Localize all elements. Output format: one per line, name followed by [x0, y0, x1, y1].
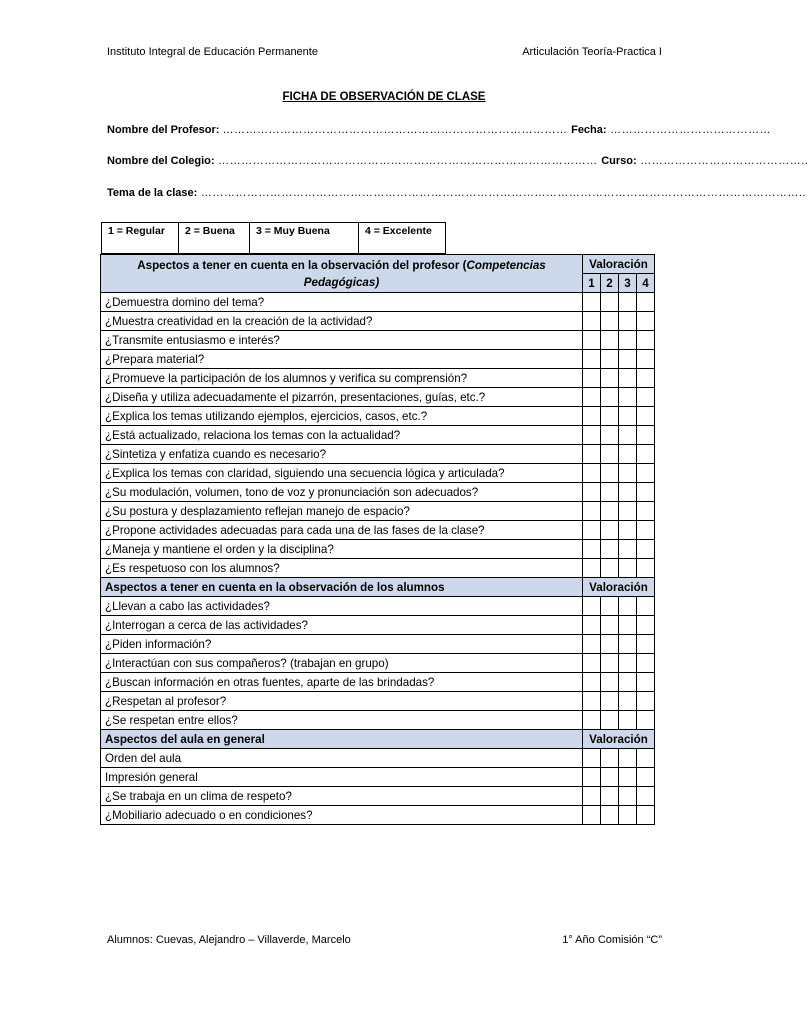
table-row	[101, 388, 655, 407]
rating-cell-3[interactable]	[619, 407, 637, 426]
table-row	[101, 787, 655, 806]
alumnos-question: ¿Interactúan con sus compañeros? (trabajan en grupo)	[101, 654, 583, 673]
profesor-question: ¿Está actualizado, relaciona los temas con la actualidad?	[101, 426, 583, 445]
table-row	[101, 331, 655, 350]
alumnos-question: ¿Respetan al profesor?	[101, 692, 583, 711]
rating-cell-2[interactable]	[601, 597, 619, 616]
rating-cell-3[interactable]	[619, 692, 637, 711]
colegio-label: Nombre del Colegio:	[107, 155, 215, 167]
rating-cell-1[interactable]	[583, 616, 601, 635]
legend-excelente: 4 = Excelente	[359, 223, 446, 254]
rating-cell-1[interactable]	[583, 768, 601, 787]
rating-cell-2[interactable]	[601, 483, 619, 502]
rating-cell-1[interactable]	[583, 711, 601, 730]
table-row	[101, 540, 655, 559]
rating-cell-1[interactable]	[583, 369, 601, 388]
fecha-label: Fecha:	[571, 124, 607, 136]
table-row	[101, 369, 655, 388]
rating-cell-4[interactable]	[637, 654, 655, 673]
rating-cell-3[interactable]	[619, 312, 637, 331]
rating-cell-4[interactable]	[637, 806, 655, 825]
rating-cell-4[interactable]	[637, 559, 655, 578]
profesor-question: ¿Promueve la participación de los alumnos y verifica su comprensión?	[101, 369, 583, 388]
page-title: FICHA DE OBSERVACIÓN DE CLASE	[282, 91, 486, 103]
institution-name: Instituto Integral de Educación Permanente	[107, 46, 318, 58]
alumnos-question: ¿Piden información?	[101, 635, 583, 654]
rating-cell-1[interactable]	[583, 787, 601, 806]
rating-cell-3[interactable]	[619, 711, 637, 730]
alumnos-question: ¿Se respetan entre ellos?	[101, 711, 583, 730]
rating-cell-1[interactable]	[583, 749, 601, 768]
rating-cell-1[interactable]	[583, 483, 601, 502]
rating-cell-2[interactable]	[601, 540, 619, 559]
profesor-question: ¿Diseña y utiliza adecuadamente el pizarrón, presentaciones, guías, etc.?	[101, 388, 583, 407]
rating-cell-4[interactable]	[637, 312, 655, 331]
legend-regular: 1 = Regular	[102, 223, 179, 254]
rating-cell-2[interactable]	[601, 711, 619, 730]
rating-cell-2[interactable]	[601, 388, 619, 407]
rating-cell-2[interactable]	[601, 787, 619, 806]
section-profesor-title-italic: Competencias Pedagógicas)	[303, 258, 546, 289]
rating-cell-2[interactable]	[601, 521, 619, 540]
table-row	[101, 426, 655, 445]
rating-cell-4[interactable]	[637, 749, 655, 768]
rating-cell-1[interactable]	[583, 654, 601, 673]
rating-cell-1[interactable]	[583, 331, 601, 350]
scale-label: 4	[637, 274, 655, 293]
rating-legend	[101, 222, 446, 254]
rating-cell-2[interactable]	[601, 749, 619, 768]
rating-cell-1[interactable]	[583, 388, 601, 407]
table-row	[101, 749, 655, 768]
rating-cell-2[interactable]	[601, 635, 619, 654]
alumnos-question: ¿Llevan a cabo las actividades?	[101, 597, 583, 616]
rating-cell-1[interactable]	[583, 806, 601, 825]
rating-cell-1[interactable]	[583, 407, 601, 426]
course-name: Articulación Teoría-Practica I	[522, 46, 662, 58]
rating-cell-2[interactable]	[601, 768, 619, 787]
scale-label: 1	[583, 274, 601, 293]
scale-label: 3	[619, 274, 637, 293]
rating-cell-3[interactable]	[619, 426, 637, 445]
rating-cell-1[interactable]	[583, 350, 601, 369]
rating-cell-3[interactable]	[619, 616, 637, 635]
rating-cell-2[interactable]	[601, 559, 619, 578]
profesor-line	[107, 124, 772, 136]
table-row	[101, 673, 655, 692]
table-row	[101, 445, 655, 464]
curso-label: Curso:	[601, 155, 637, 167]
section-profesor-title-main: Aspectos a tener en cuenta en la observación del profesor (	[137, 258, 467, 272]
rating-cell-4[interactable]	[637, 388, 655, 407]
table-row	[101, 407, 655, 426]
students-names: Alumnos: Cuevas, Alejandro – Villaverde, Marcelo	[107, 934, 351, 946]
profesor-question: ¿Muestra creatividad en la creación de la actividad?	[101, 312, 583, 331]
rating-cell-3[interactable]	[619, 597, 637, 616]
rating-cell-1[interactable]	[583, 559, 601, 578]
rating-cell-4[interactable]	[637, 521, 655, 540]
rating-cell-2[interactable]	[601, 407, 619, 426]
section-alumnos	[101, 578, 655, 597]
rating-cell-4[interactable]	[637, 464, 655, 483]
rating-cell-1[interactable]	[583, 426, 601, 445]
rating-cell-2[interactable]	[601, 654, 619, 673]
profesor-question: ¿Propone actividades adecuadas para cada una de las fases de la clase?	[101, 521, 583, 540]
rating-cell-2[interactable]	[601, 312, 619, 331]
rating-cell-4[interactable]	[637, 692, 655, 711]
rating-cell-2[interactable]	[601, 692, 619, 711]
rating-cell-1[interactable]	[583, 445, 601, 464]
alumnos-question: ¿Interrogan a cerca de las actividades?	[101, 616, 583, 635]
rating-cell-4[interactable]	[637, 350, 655, 369]
valoracion-header: Valoración	[583, 255, 655, 274]
observation-table	[100, 254, 655, 825]
rating-cell-1[interactable]	[583, 521, 601, 540]
rating-cell-1[interactable]	[583, 293, 601, 312]
rating-cell-3[interactable]	[619, 521, 637, 540]
table-row	[101, 483, 655, 502]
table-row	[101, 350, 655, 369]
table-row	[101, 635, 655, 654]
valoracion-header: Valoración	[583, 730, 655, 749]
rating-cell-1[interactable]	[583, 673, 601, 692]
table-row	[101, 559, 655, 578]
commission: 1° Año Comisión “C”	[562, 934, 662, 946]
table-row	[101, 597, 655, 616]
table-row	[101, 654, 655, 673]
rating-cell-3[interactable]	[619, 331, 637, 350]
section-profesor-header	[101, 255, 655, 274]
rating-cell-3[interactable]	[619, 749, 637, 768]
rating-cell-2[interactable]	[601, 464, 619, 483]
rating-cell-2[interactable]	[601, 502, 619, 521]
rating-cell-2[interactable]	[601, 616, 619, 635]
profesor-question: ¿Demuestra domino del tema?	[101, 293, 583, 312]
rating-cell-3[interactable]	[619, 502, 637, 521]
rating-cell-1[interactable]	[583, 464, 601, 483]
table-row	[101, 768, 655, 787]
table-row	[101, 293, 655, 312]
profesor-question: ¿Explica los temas con claridad, siguiendo una secuencia lógica y articulada?	[101, 464, 583, 483]
rating-cell-4[interactable]	[637, 673, 655, 692]
section-aula	[101, 730, 655, 749]
profesor-question: ¿Su postura y desplazamiento reflejan manejo de espacio?	[101, 502, 583, 521]
rating-cell-3[interactable]	[619, 483, 637, 502]
rating-cell-3[interactable]	[619, 787, 637, 806]
rating-cell-3[interactable]	[619, 464, 637, 483]
section-aula-title: Aspectos del aula en general	[101, 730, 583, 749]
table-row	[101, 312, 655, 331]
rating-cell-4[interactable]	[637, 483, 655, 502]
rating-cell-3[interactable]	[619, 293, 637, 312]
rating-cell-3[interactable]	[619, 388, 637, 407]
profesor-question: ¿Explica los temas utilizando ejemplos, ejercicios, casos, etc.?	[101, 407, 583, 426]
rating-cell-2[interactable]	[601, 293, 619, 312]
section-profesor-title	[101, 255, 583, 293]
rating-cell-3[interactable]	[619, 654, 637, 673]
profesor-question: ¿Prepara material?	[101, 350, 583, 369]
rating-cell-4[interactable]	[637, 426, 655, 445]
table-row	[101, 711, 655, 730]
tema-field[interactable]: …………………………………………………………………………………………………………………………………………..	[197, 187, 806, 199]
rating-cell-4[interactable]	[637, 407, 655, 426]
rating-cell-2[interactable]	[601, 673, 619, 692]
rating-cell-2[interactable]	[601, 445, 619, 464]
rating-cell-1[interactable]	[583, 312, 601, 331]
legend-muy-buena: 3 = Muy Buena	[250, 223, 359, 254]
table-row	[101, 616, 655, 635]
aula-question: Impresión general	[101, 768, 583, 787]
profesor-label: Nombre del Profesor:	[107, 124, 220, 136]
rating-cell-3[interactable]	[619, 559, 637, 578]
rating-cell-3[interactable]	[619, 350, 637, 369]
rating-cell-4[interactable]	[637, 540, 655, 559]
scale-label: 2	[601, 274, 619, 293]
section-alumnos-title: Aspectos a tener en cuenta en la observación de los alumnos	[101, 578, 583, 597]
colegio-line	[107, 155, 808, 167]
aula-question: ¿Mobiliario adecuado o en condiciones?	[101, 806, 583, 825]
profesor-question: ¿Es respetuoso con los alumnos?	[101, 559, 583, 578]
rating-cell-2[interactable]	[601, 806, 619, 825]
aula-question: ¿Se trabaja en un clima de respeto?	[101, 787, 583, 806]
rating-cell-2[interactable]	[601, 350, 619, 369]
rating-cell-2[interactable]	[601, 331, 619, 350]
aula-question: Orden del aula	[101, 749, 583, 768]
rating-cell-4[interactable]	[637, 369, 655, 388]
tema-line	[107, 187, 806, 199]
profesor-question: ¿Sintetiza y enfatiza cuando es necesario?	[101, 445, 583, 464]
rating-cell-4[interactable]	[637, 331, 655, 350]
rating-cell-4[interactable]	[637, 445, 655, 464]
table-row	[101, 692, 655, 711]
rating-cell-1[interactable]	[583, 692, 601, 711]
rating-cell-4[interactable]	[637, 293, 655, 312]
table-row	[101, 502, 655, 521]
fecha-field[interactable]: ……………………………………	[606, 124, 772, 136]
rating-cell-3[interactable]	[619, 540, 637, 559]
rating-cell-1[interactable]	[583, 597, 601, 616]
table-row	[101, 464, 655, 483]
rating-cell-3[interactable]	[619, 806, 637, 825]
rating-cell-4[interactable]	[637, 502, 655, 521]
rating-cell-4[interactable]	[637, 768, 655, 787]
tema-label: Tema de la clase:	[107, 187, 198, 199]
valoracion-header: Valoración	[583, 578, 655, 597]
colegio-field[interactable]: ………………………………………………………………………………………	[214, 155, 602, 167]
profesor-field[interactable]: ………………………………………………………………………………	[222, 124, 572, 136]
rating-cell-1[interactable]	[583, 502, 601, 521]
rating-cell-4[interactable]	[637, 787, 655, 806]
table-row	[101, 521, 655, 540]
profesor-question: ¿Transmite entusiasmo e interés?	[101, 331, 583, 350]
table-row	[101, 806, 655, 825]
rating-cell-4[interactable]	[637, 616, 655, 635]
curso-field[interactable]: ……………………………………..	[636, 155, 808, 167]
rating-cell-4[interactable]	[637, 597, 655, 616]
profesor-question: ¿Maneja y mantiene el orden y la disciplina?	[101, 540, 583, 559]
rating-cell-4[interactable]	[637, 635, 655, 654]
rating-cell-3[interactable]	[619, 445, 637, 464]
rating-cell-3[interactable]	[619, 673, 637, 692]
rating-cell-2[interactable]	[601, 369, 619, 388]
rating-cell-3[interactable]	[619, 768, 637, 787]
profesor-question: ¿Su modulación, volumen, tono de voz y pronunciación son adecuados?	[101, 483, 583, 502]
rating-cell-1[interactable]	[583, 635, 601, 654]
rating-cell-3[interactable]	[619, 635, 637, 654]
alumnos-question: ¿Buscan información en otras fuentes, aparte de las brindadas?	[101, 673, 583, 692]
rating-cell-2[interactable]	[601, 426, 619, 445]
rating-cell-4[interactable]	[637, 711, 655, 730]
legend-buena: 2 = Buena	[179, 223, 250, 254]
rating-cell-1[interactable]	[583, 540, 601, 559]
rating-cell-3[interactable]	[619, 369, 637, 388]
